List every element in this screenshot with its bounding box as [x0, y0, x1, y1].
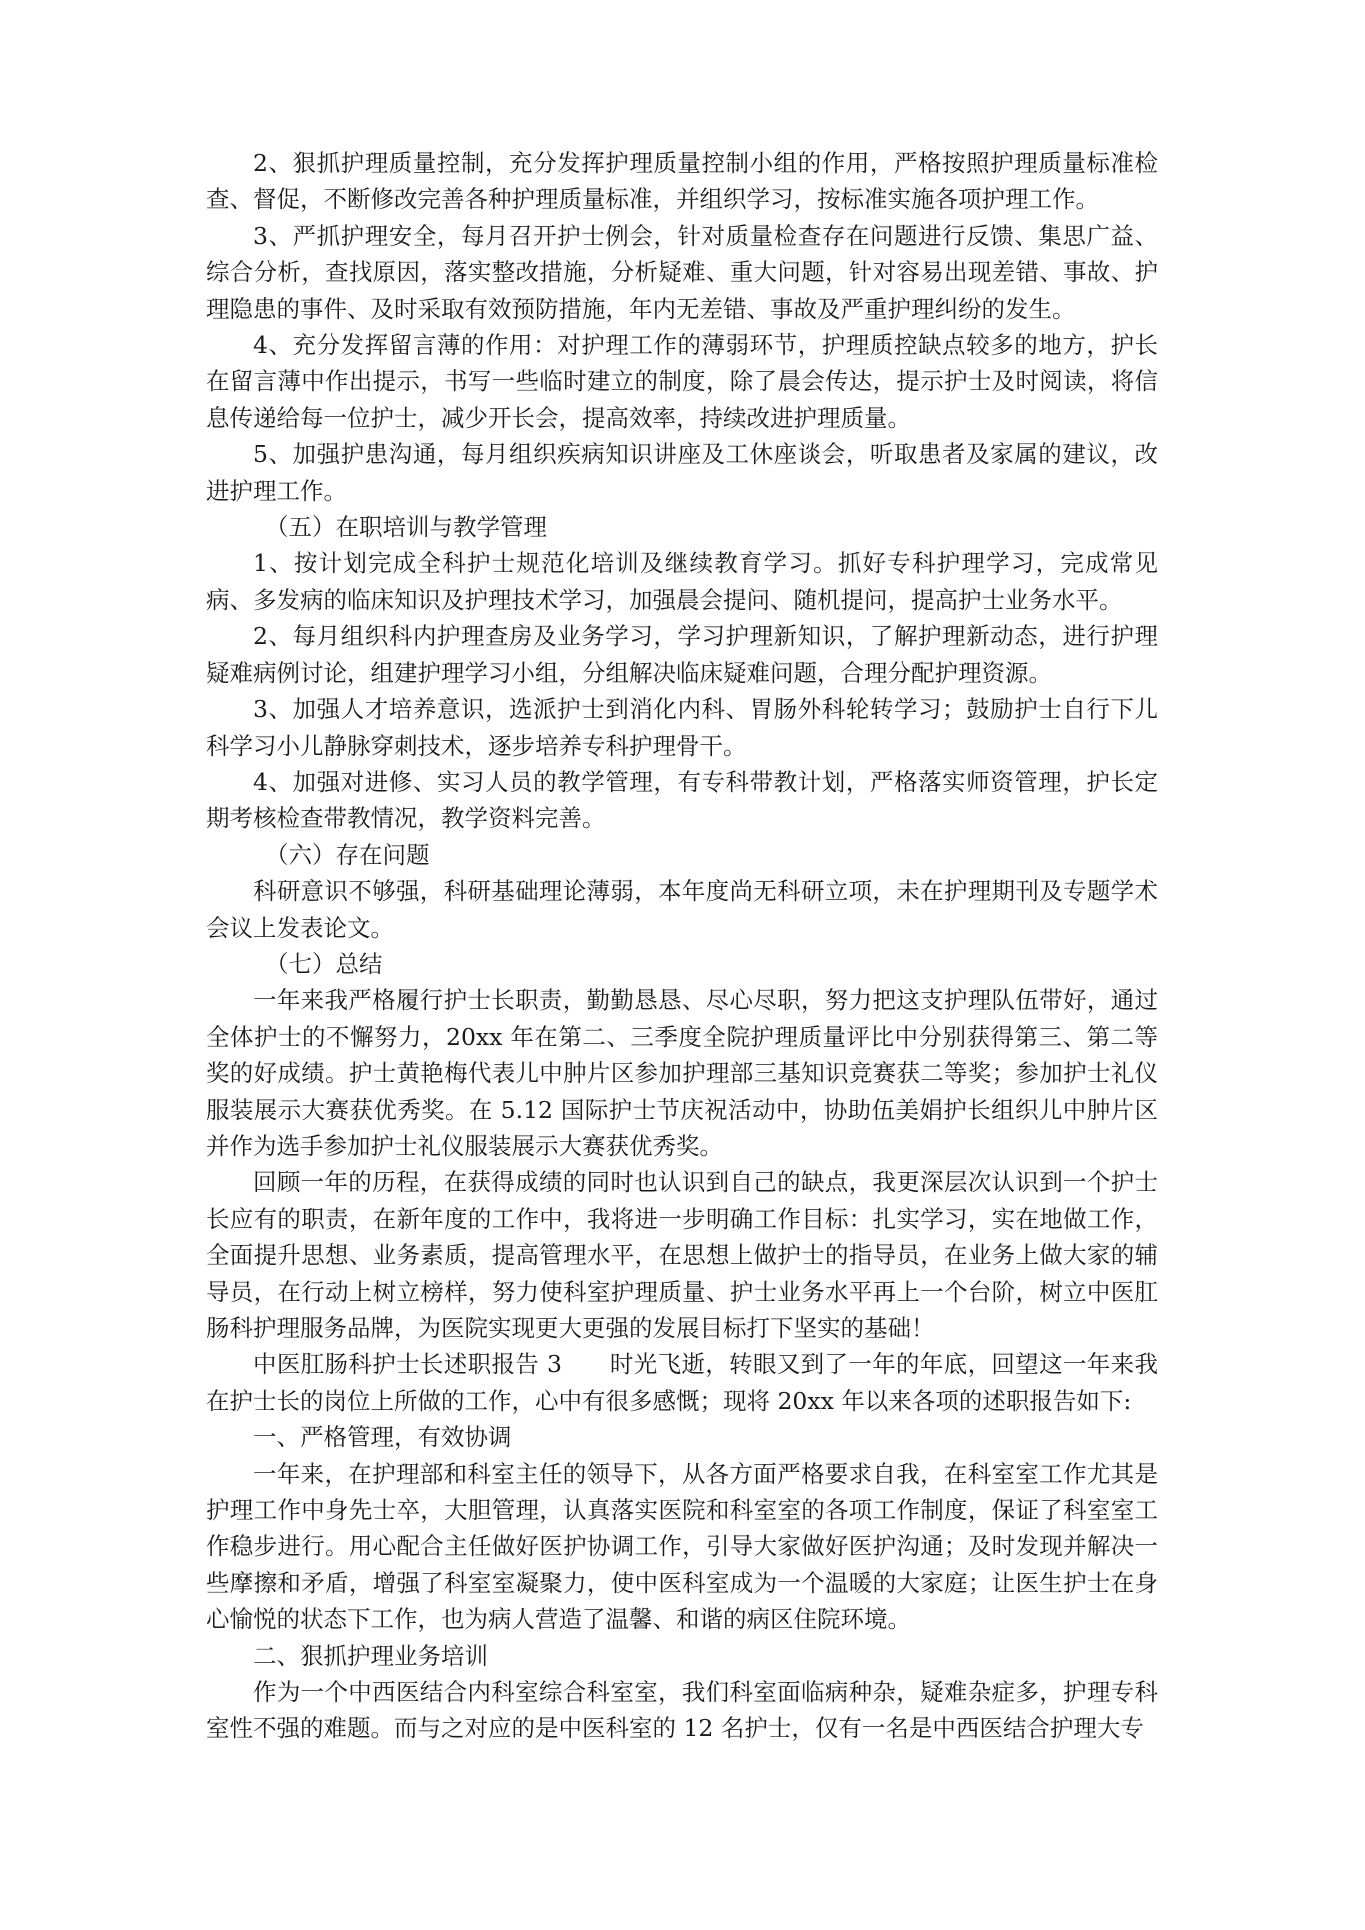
paragraph: 3、加强人才培养意识，选派护士到消化内科、胃肠外科轮转学习；鼓励护士自行下儿科学习小儿静脉穿刺技术，逐步培养专科护理骨干。 [206, 695, 1158, 760]
paragraph: 回顾一年的历程，在获得成绩的同时也认识到自己的缺点，我更深层次认识到一个护士长应有的职责，在新年度的工作中，我将进一步明确工作目标：扎实学习，实在地做工作，全面提升思想、业务素质，提高管理水平，在思想上做护士的指导员，在业务上做大家的辅导员，在行动上树立榜样，努力使科室护理质量、护士业务水平再上一个台阶，树立中医肛肠科护理服务品牌，为医院实现更大更强的发展目标打下坚实的基础！ [206, 1168, 1158, 1342]
paragraph: 中医肛肠科护士长述职报告 3 时光飞逝，转眼又到了一年的年底，回望这一年来我在护士长的岗位上所做的工作，心中有很多感慨；现将 20xx 年以来各项的述职报告如下: [206, 1350, 1158, 1415]
document-body [206, 145, 1158, 1747]
paragraph: 1、按计划完成全科护士规范化培训及继续教育学习。抓好专科护理学习，完成常见病、多发病的临床知识及护理技术学习，加强晨会提问、随机提问，提高护士业务水平。 [206, 549, 1158, 614]
section-heading: （六）存在问题 [265, 840, 430, 869]
paragraph: 2、每月组织科内护理查房及业务学习，学习护理新知识，了解护理新动态，进行护理疑难病例讨论，组建护理学习小组，分组解决临床疑难问题，合理分配护理资源。 [206, 622, 1158, 687]
section-heading: 二、狠抓护理业务培训 [253, 1641, 488, 1670]
paragraph: 2、狠抓护理质量控制，充分发挥护理质量控制小组的作用，严格按照护理质量标准检查、督促，不断修改完善各种护理质量标准，并组织学习，按标准实施各项护理工作。 [206, 149, 1158, 214]
section-heading: （五）在职培训与教学管理 [265, 513, 547, 542]
paragraph: 3、严抓护理安全，每月召开护士例会，针对质量检查存在问题进行反馈、集思广益、综合分析，查找原因，落实整改措施，分析疑难、重大问题，针对容易出现差错、事故、护理隐患的事件、及时采取有效预防措施，年内无差错、事故及严重护理纠纷的发生。 [206, 221, 1158, 323]
paragraph: 一年来，在护理部和科室主任的领导下，从各方面严格要求自我，在科室室工作尤其是护理工作中身先士卒，大胆管理，认真落实医院和科室室的各项工作制度，保证了科室室工作稳步进行。用心配合主任做好医护协调工作，引导大家做好医护沟通；及时发现并解决一些摩擦和矛盾，增强了科室室凝聚力，使中医科室成为一个温暖的大家庭；让医生护士在身心愉悦的状态下工作，也为病人营造了温馨、和谐的病区住院环境。 [206, 1459, 1158, 1634]
paragraph: 5、加强护患沟通，每月组织疾病知识讲座及工休座谈会，听取患者及家属的建议，改进护理工作。 [206, 440, 1158, 505]
paragraph: 一年来我严格履行护士长职责，勤勤恳恳、尽心尽职，努力把这支护理队伍带好，通过全体护士的不懈努力，20xx 年在第二、三季度全院护理质量评比中分别获得第三、第二等奖的好成绩。护士黄艳梅代表儿中肿片区参加护理部三基知识竞赛获二等奖；参加护士礼仪服装展示大赛获优秀奖。在 5.12 国际护士节庆祝活动中，协助伍美娟护长组织儿中肿片区并作为选手参加护士礼仪服装展示大赛获优秀奖。 [206, 986, 1158, 1160]
paragraph: 4、充分发挥留言薄的作用：对护理工作的薄弱环节，护理质控缺点较多的地方，护长在留言薄中作出提示，书写一些临时建立的制度，除了晨会传达，提示护士及时阅读，将信息传递给每一位护士，减少开长会，提高效率，持续改进护理质量。 [206, 331, 1158, 432]
paragraph: 科研意识不够强，科研基础理论薄弱，本年度尚无科研立项，未在护理期刊及专题学术会议上发表论文。 [206, 877, 1158, 942]
paragraph: 4、加强对进修、实习人员的教学管理，有专科带教计划，严格落实师资管理，护长定期考核检查带教情况，教学资料完善。 [206, 767, 1158, 833]
section-heading: 一、严格管理，有效协调 [253, 1423, 512, 1452]
section-heading: （七）总结 [265, 949, 383, 978]
paragraph: 作为一个中西医结合内科室综合科室室，我们科室面临病种杂，疑难杂症多，护理专科室性不强的难题。而与之对应的是中医科室的 12 名护士，仅有一名是中西医结合护理大专 [206, 1678, 1158, 1743]
